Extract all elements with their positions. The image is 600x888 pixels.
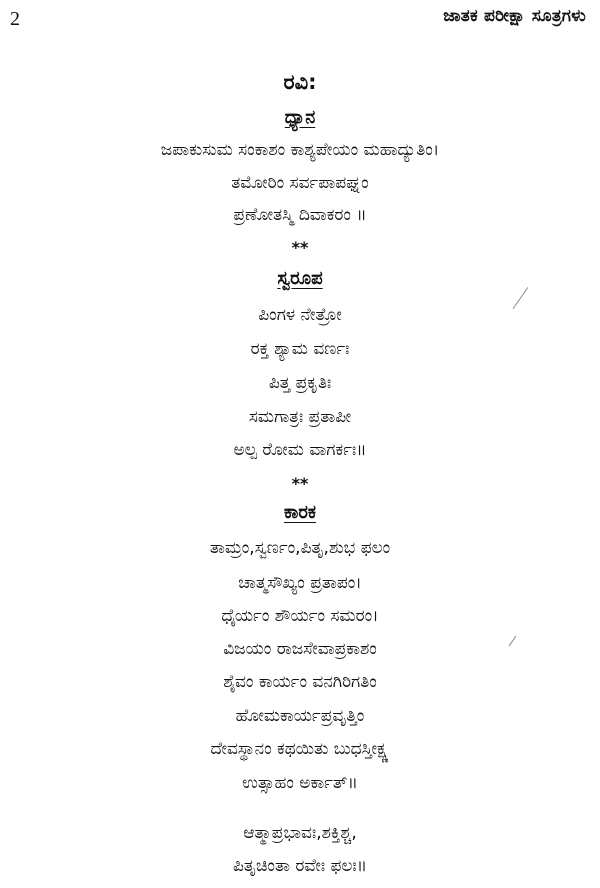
verse-line: ರಕ್ತ ಶ್ಯಾಮ ವರ್ಣಃ — [250, 339, 350, 359]
section-heading-karaka: ಕಾರಕ — [283, 502, 317, 523]
verse-line: ತಮೋರಿಂ ಸರ್ವಪಾಪಘ್ನಂ — [231, 173, 369, 193]
chapter-title: ರವಿ: — [283, 70, 317, 94]
verse-line: ಸಮಗಾತ್ರಃ ಪ್ರತಾಪೀ — [248, 407, 352, 427]
verse-line: ದೇವಸ್ಥಾನಂ ಕಥಯಿತು ಬುಧಸ್ತೀಕ್ಷ್ಣ — [210, 739, 390, 759]
verse-line: ಚಾತ್ಮಸೌಖ್ಯಂ ಪ್ರತಾಪಂ। — [238, 573, 362, 593]
verse-line: ಪಿಂಗಳ ನೇತ್ರೋ — [258, 305, 342, 325]
section-separator: ** — [291, 474, 309, 493]
running-head: ಜಾತಕ ಪರೀಕ್ಷಾ ಸೂತ್ರಗಳು — [443, 6, 586, 26]
verse-line: ಪಿತೃಚಿಂತಾ ರವೇಃ ಫಲಃ॥ — [233, 856, 367, 876]
verse-line: ತಾಮ್ರಂ,ಸ್ವರ್ಣಂ,ಪಿತೃ,ಶುಭ ಫಲಂ — [209, 538, 391, 558]
page-number: 2 — [10, 8, 20, 30]
verse-line: ಜಪಾಕುಸುಮ ಸಂಕಾಶಂ ಕಾಶ್ಯಪೇಯಂ ಮಹಾದ್ಯುತಿಂ। — [160, 140, 440, 160]
verse-line: ಅಲ್ಪ ರೋಮ ವಾಗರ್ಕಃ॥ — [233, 440, 367, 460]
section-heading-swaroopa: ಸ್ವರೂಪ — [277, 268, 323, 289]
verse-line: ಹೋಮಕಾರ್ಯಪ್ರವೃತ್ತಿಂ — [235, 706, 365, 726]
verse-line: ವಿಜಯಂ ರಾಜಸೇವಾಪ್ರಕಾಶಂ — [223, 639, 377, 659]
verse-line: ಪಿತ್ತ ಪ್ರಕೃತಿಃ — [268, 373, 332, 393]
verse-line: ಶೈವಂ ಕಾರ್ಯಂ ವನಗಿರಿಗತಿಂ — [223, 672, 377, 692]
verse-line: ಉತ್ಸಾಹಂ ಅರ್ಕಾತ್॥ — [242, 773, 358, 793]
section-heading-dhyana: ಧ್ಯಾನ — [284, 107, 316, 128]
verse-line: ಪ್ರಣೋತಸ್ಮಿ ದಿವಾಕರಂ ॥ — [233, 205, 367, 225]
verse-line: ಧೈರ್ಯಂ ಶೌರ್ಯಂ ಸಮರಂ। — [221, 606, 379, 626]
verse-line: ಆತ್ಮಾಪ್ರಭಾವಃ,ಶಕ್ತಿಶ್ಚ, — [243, 823, 357, 843]
section-separator: ** — [291, 238, 309, 257]
